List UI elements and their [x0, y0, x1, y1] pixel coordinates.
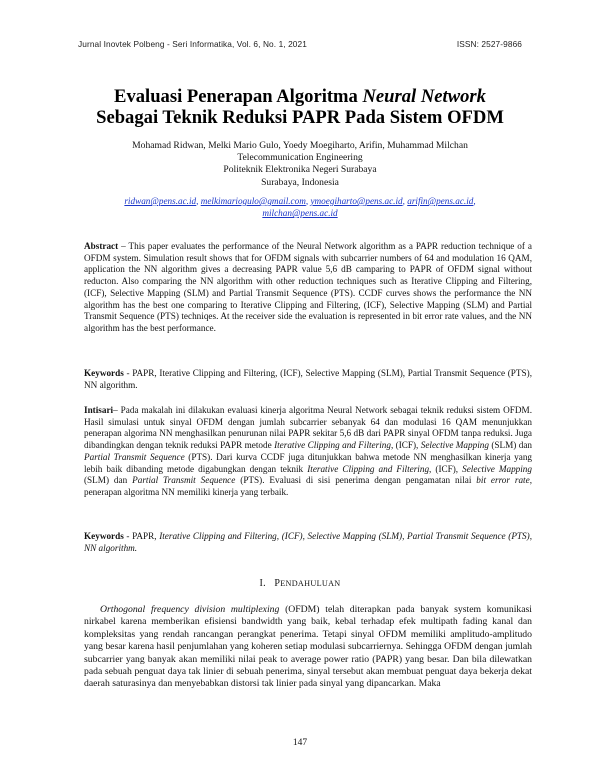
section-title-rest: ENDAHULUAN: [280, 579, 341, 588]
intisari-text: , penerapan algoritma NN memiliki kinerja yang terbaik.: [84, 475, 532, 497]
title-line1-prefix: Evaluasi Penerapan Algoritma: [114, 86, 363, 107]
intisari-text: (PTS). Evaluasi di sisi penerima dengan pengamatan nilai: [235, 475, 477, 486]
email-link[interactable]: melkimariogulo@gmail.com: [200, 196, 306, 206]
introduction-paragraph: [84, 604, 532, 691]
title-line2: Sebagai Teknik Reduksi PAPR Pada Sistem OFDM: [96, 107, 504, 128]
author-department: Telecommunication Engineering: [237, 152, 363, 164]
intisari: [84, 405, 532, 499]
intisari-italic: Selective Mapping: [420, 440, 489, 451]
author-city: Surabaya, Indonesia: [261, 176, 339, 188]
intro-text: (OFDM) telah diterapkan pada banyak system komunikasi nirkabel karena memberikan efisiensi bandwidth yang baik, kebal terhadap efek multipath fading kanal dan kompleksitas yang rendah rancangan perangkat penerima. Tetapi sinyal OFDM memiliki amplitudo-amplitudo yang besar karena hasil penjumlahan yang koheren setiap modulasi subcarriernya. Sehingga OFDM dengan jumlah subcarrier yang banyak akan memiliki nilai peak to average power ratio (PAPR) yang besar. Dan bila dilewatkan pada sebuah penguat daya tak linier di sebuah penerima, sinyal tersebut akan membuat penguat daya bekerja dekat daerah saturasinya dan menyebabkan distorsi tak linier pada sinyal yang dipancarkan. Maka: [84, 604, 532, 690]
keywords-indonesian: [84, 531, 532, 554]
abstract-label: Abstract: [84, 241, 119, 251]
intisari-italic: Partial Transmit Sequence: [84, 451, 185, 462]
author-emails: ridwan@pens.ac.id, melkimariogulo@gmail.com, ymoegiharto@pens.ac.id, arifin@pens.ac.id, milchan@pens.ac.id: [124, 196, 476, 219]
intisari-text: – Pada makalah ini dilakukan evaluasi kinerja algoritma Neural Network sebagai teknik reduksi sistem OFDM. Hasil simulasi untuk sinyal OFDM dengan jumlah subcarrier sebanyak 64 dan modulasi 16 QAM menunjukkan penerapan algorima NN menghasilkan penurunan nilai PAPR sekitar 5,6 dB dari PAPR sinyal OFDM tanpa reduksi. Juga dibandingkan dengan teknik reduksi PAPR metode: [84, 405, 532, 451]
author-names: Mohamad Ridwan, Melki Mario Gulo, Yoedy Moegiharto, Arifin, Muhammad Milchan: [132, 140, 468, 151]
intisari-text: (PTS). Dari kurva CCDF juga ditunjukkan bahwa metode NN menghasilkan kinerja yang lebih baik dibanding metode digabungkan dengan teknik: [84, 451, 533, 474]
abstract-text: – This paper evaluates the performance of the Neural Network algorithm as a PAPR reduction technique of a OFDM system. Simulation result shows that for OFDM signals with subcarrier numbers of 64 and modulation 16 QAM, application the NN algorithm gives a decreasing PAPR value 5,6 dB camparing to PAPR of OFDM signal without reducton. Also comparing the NN algorithm with other reduction techniques such as Iterative Clipping and Filtering, (ICF), Selective Mapping (SLM) and Partial Transmit Sequence (PTS). CCDF curves shows the performance the NN algorithm has the best one comparing to Iterative Clipping and Filtering, (ICF), Selective Mapping (SLM) and Partial Transmit Sequence (PTS) techniqes. At the receiver side the evaluation is represented in bit error rate values, and the NN algorithm has the best performance.: [84, 241, 532, 333]
title-line1-italic: Neural Network: [362, 86, 486, 107]
paper-title: [40, 86, 560, 128]
email-link[interactable]: arifin@pens.ac.id: [407, 196, 474, 206]
keywords-label: Keywords: [84, 531, 124, 541]
email-link[interactable]: ridwan@pens.ac.id: [124, 196, 197, 206]
keywords-english: [84, 368, 532, 391]
intisari-italic: bit error rate: [476, 475, 530, 486]
running-header: [78, 39, 522, 53]
email-link[interactable]: ymoegiharto@pens.ac.id: [310, 196, 403, 206]
intisari-italic: Partial Transmit Sequence: [132, 475, 236, 486]
author-block: [80, 140, 520, 189]
section-number: I.: [259, 578, 266, 589]
section-first-letter: P: [274, 578, 281, 589]
intisari-italic: Selective Mapping: [462, 463, 532, 474]
intro-italic: Orthogonal frequency division multiplexing: [100, 604, 280, 615]
page-number: 147: [292, 738, 308, 748]
email-link[interactable]: milchan@pens.ac.id: [262, 208, 338, 219]
keywords-label: Keywords: [84, 368, 124, 378]
intisari-label: Intisari: [84, 405, 114, 415]
intisari-italic: Iterative Clipping and Filtering: [307, 463, 430, 474]
intisari-italic: Iterative Clipping and Filtering: [274, 440, 391, 451]
abstract: [84, 241, 532, 335]
keywords-italic: Iterative Clipping and Filtering, (ICF), Selective Mapping (SLM), Partial Transmit Sequence (PTS), NN algorithm.: [84, 531, 532, 553]
author-institution: Politeknik Elektronika Negeri Surabaya: [223, 164, 377, 176]
section-heading: [0, 578, 600, 589]
intisari-text: (SLM) dan: [488, 440, 533, 451]
intisari-text: , (ICF),: [429, 463, 463, 474]
keywords-text: - PAPR,: [123, 531, 160, 541]
journal-name: Jurnal Inovtek Polbeng - Seri Informatika, Vol. 6, No. 1, 2021: [78, 39, 307, 49]
keywords-text: - PAPR, Iterative Clipping and Filtering, (ICF), Selective Mapping (SLM), Partial Transmit Sequence (PTS), NN algorithm.: [84, 368, 532, 390]
intisari-text: (SLM) dan: [84, 475, 133, 486]
issn: ISSN: 2527-9866: [456, 39, 522, 49]
intisari-text: , (ICF),: [390, 440, 421, 451]
